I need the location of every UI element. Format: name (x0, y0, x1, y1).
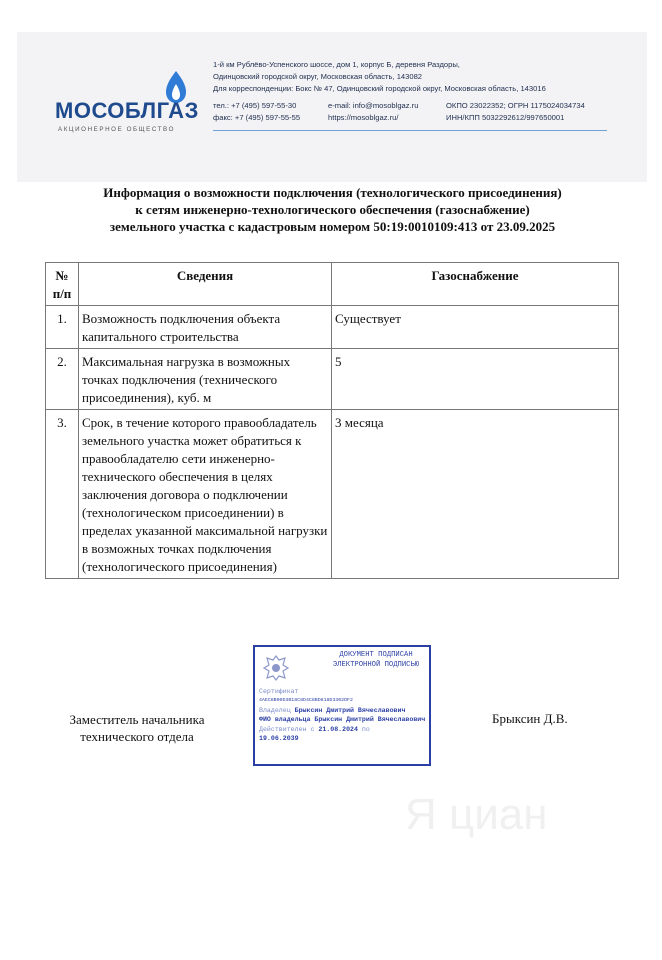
owner-name: Брыксин Дмитрий Вячеславович (294, 706, 406, 714)
company-logo-subtitle: АКЦИОНЕРНОЕ ОБЩЕСТВО (58, 126, 175, 133)
row-value: Существует (332, 306, 619, 349)
table-row (46, 306, 619, 349)
stamp-header: ДОКУМЕНТ ПОДПИСАН ЭЛЕКТРОННОЙ ПОДПИСЬЮ (332, 651, 420, 669)
header-divider (213, 130, 607, 131)
row-value: 3 месяца (332, 410, 619, 579)
column-header-info: Сведения (79, 263, 332, 306)
valid-to-label: по (361, 725, 370, 733)
fax: факс: +7 (495) 597-55-55 (213, 113, 301, 122)
fio-name: Брыксин Дмитрий Вячеславович (314, 716, 426, 724)
signatory-name: Брыксин Д.В. (492, 711, 568, 726)
company-logo: МОСОБЛГАЗ (55, 98, 199, 123)
email-link[interactable]: e-mail: info@mosoblgaz.ru (328, 101, 419, 110)
row-info: Срок, в течение которого правообладатель земельного участка может обратиться к правообладателю сети инженерно-технического обеспечения в целях заключения договора о подключении (технологическом присоединении) в пределах указанной максимальной нагрузки в возможных точках подключения (технологического присоединения) (79, 410, 332, 579)
valid-to: 19.06.2039 (259, 735, 299, 743)
cert-label: Сертификат (259, 688, 299, 695)
row-number: 1. (46, 306, 79, 349)
signatory-position: Заместитель начальника технического отдела (69, 712, 205, 744)
table-header-row (46, 263, 619, 306)
title-line-3: земельного участка с кадастровым номером 50:19:0010109:413 от 23.09.2025 (109, 219, 556, 234)
address-line-2: Одинцовский городской округ, Московская область, 143082 (213, 72, 423, 81)
row-info: Возможность подключения объекта капитального строительства (79, 306, 332, 349)
owner-label: Владелец (259, 706, 291, 714)
fio-label: ФИО владельца (259, 716, 311, 724)
document-title (60, 184, 605, 235)
row-number: 3. (46, 410, 79, 579)
inn-kpp: ИНН/КПП 5032292612/997650001 (446, 113, 565, 122)
address-line-3: Для корреспонденции: Бокс № 47, Одинцовский городской округ, Московская область, 143016 (213, 84, 546, 93)
column-header-number: № п/п (46, 263, 79, 306)
coat-of-arms-icon (261, 653, 291, 683)
valid-from: 21.08.2024 (318, 725, 358, 733)
row-value: 5 (332, 349, 619, 410)
row-number: 2. (46, 349, 79, 410)
e-signature-stamp (253, 645, 431, 766)
row-info: Максимальная нагрузка в возможных точках подключения (технического присоединения), куб. м (79, 349, 332, 410)
phone: тел.: +7 (495) 597-55-30 (213, 101, 297, 110)
watermark: Я циан (405, 790, 548, 839)
column-header-gas: Газоснабжение (332, 263, 619, 306)
address-line-1: 1-й км Рублёво-Успенского шоссе, дом 1, корпус Б, деревня Раздоры, (213, 60, 460, 69)
table-row (46, 349, 619, 410)
okpo-ogrn: ОКПО 23022352; ОГРН 1175024034734 (446, 101, 585, 110)
title-line-1: Информация о возможности подключения (технологического присоединения) (103, 185, 562, 200)
cert-number: 4AEC8B00D3B18C8D4C8BD818D3302DF2 (259, 698, 353, 704)
title-line-2: к сетям инженерно-технологического обеспечения (газоснабжение) (135, 202, 530, 217)
website-link[interactable]: https://mosoblgaz.ru/ (328, 113, 399, 122)
valid-label: Действителен с (259, 725, 315, 733)
info-table (45, 262, 619, 579)
table-row (46, 410, 619, 579)
